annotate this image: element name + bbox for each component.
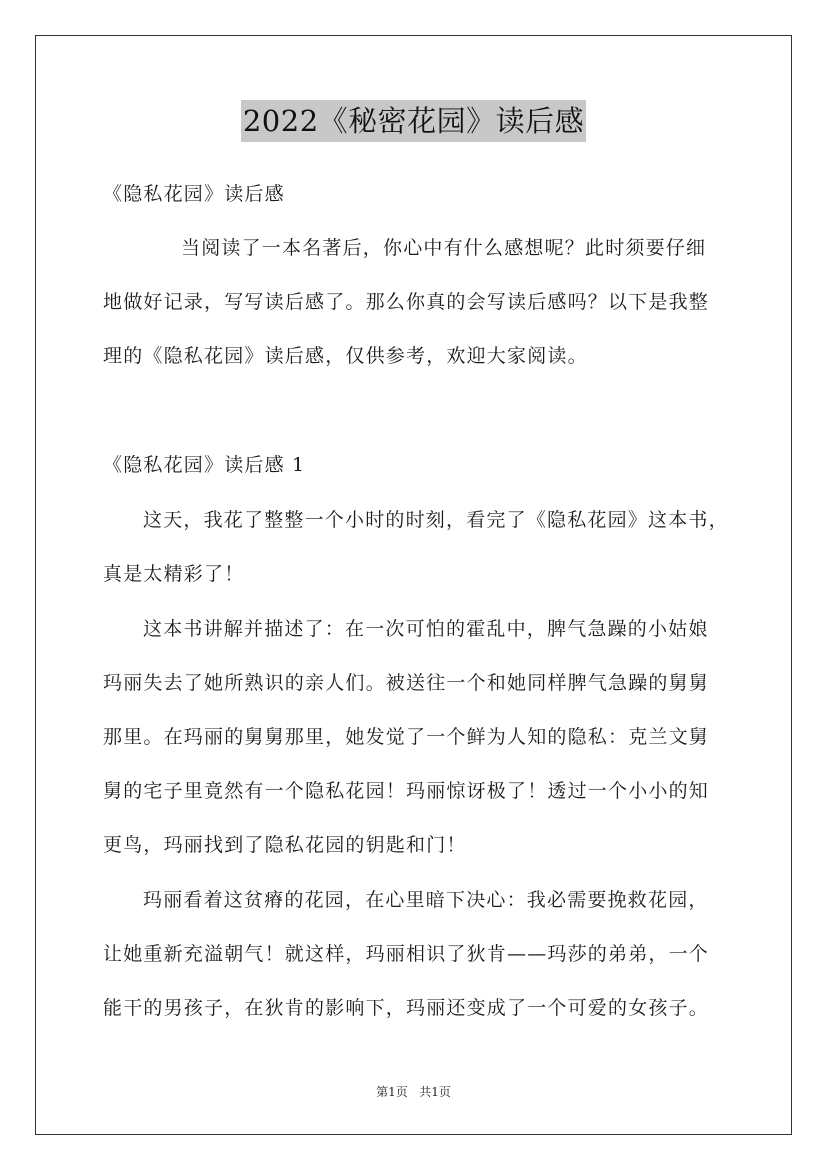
section-heading: 《隐私花园》读后感 1 (103, 454, 306, 476)
paragraph-line: 能干的男孩子，在狄肯的影响下，玛丽还变成了一个可爱的女孩子。 (103, 997, 710, 1019)
document-title: 2022《秘密花园》读后感 (241, 100, 586, 142)
page-footer (0, 1084, 827, 1100)
paragraph-line: 更鸟，玛丽找到了隐私花园的钥匙和门！ (103, 834, 467, 856)
paragraph-line: 舅的宅子里竟然有一个隐私花园！玛丽惊讶极了！透过一个小小的知 (103, 780, 710, 802)
document-subtitle: 《隐私花园》读后感 (103, 183, 285, 205)
paragraph-line: 真是太精彩了！ (103, 563, 245, 585)
paragraph-line: 那里。在玛丽的舅舅那里，她发觉了一个鲜为人知的隐私：克兰文舅 (103, 726, 710, 748)
paragraph-line: 玛丽失去了她所熟识的亲人们。被送往一个和她同样脾气急躁的舅舅 (103, 672, 710, 694)
paragraph-line: 让她重新充溢朝气！就这样，玛丽相识了狄肯——玛莎的弟弟，一个 (103, 943, 710, 965)
intro-line: 理的《隐私花园》读后感，仅供参考，欢迎大家阅读。 (103, 345, 588, 367)
paragraph-line: 这本书讲解并描述了：在一次可怕的霍乱中，脾气急躁的小姑娘 (143, 618, 709, 640)
paragraph-line: 玛丽看着这贫瘠的花园，在心里暗下决心：我必需要挽救花园， (143, 889, 709, 911)
intro-line: 当阅读了一本名著后，你心中有什么感想呢？此时须要仔细 (181, 237, 707, 259)
title-container (0, 100, 827, 142)
paragraph-line: 这天，我花了整整一个小时的时刻，看完了《隐私花园》这本书， (143, 509, 729, 531)
page-number: 第1页 (376, 1085, 408, 1099)
intro-line: 地做好记录，写写读后感了。那么你真的会写读后感吗？以下是我整 (103, 291, 710, 313)
page-total: 共1页 (419, 1085, 451, 1099)
